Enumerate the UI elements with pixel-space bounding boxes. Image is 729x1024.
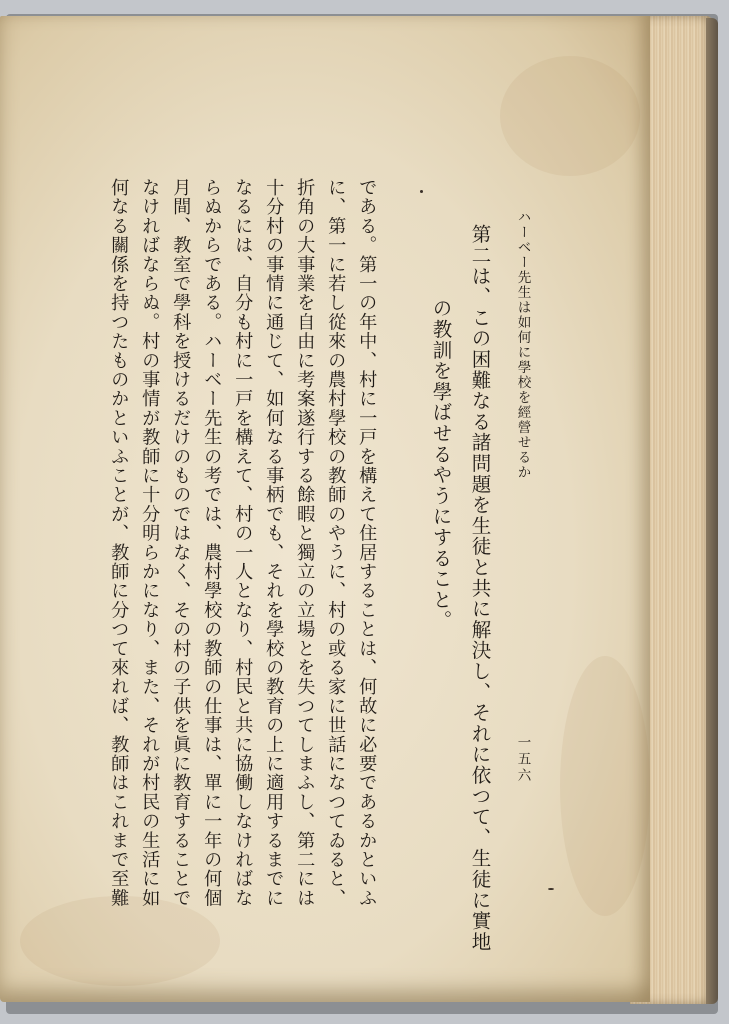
body-line: らぬからである。ハーベー先生の考では、農村學校の教師の仕事は、單に一年の何個 <box>201 178 223 908</box>
body-line: 何なる關係を持つたものかといふことが、教師に分つて來れば、教師はこれまで至難 <box>108 178 130 908</box>
page-number: 一五六 <box>514 735 531 785</box>
paper-stain <box>500 56 640 176</box>
body-line: 折角の大事業を自由に考案遂行する餘暇と獨立の立場とを失つてしまふし、第二には <box>294 178 316 908</box>
running-head: ハーベー先生は如何に學校を經營せるか <box>514 210 531 480</box>
heading-line-2: の教訓を學ばせるやうにすること。 <box>429 298 453 631</box>
body-line: 月間、教室で學科を授けるだけのものではなく、その村の子供を眞に教育することで <box>170 178 192 908</box>
body-line: 十分村の事情に通じて、如何なる事柄でも、それを學校の教育の上に適用するまでに <box>263 178 285 908</box>
body-line: なるには、自分も村に一戸を構えて、村の一人となり、村民と共に協働しなければな <box>232 178 254 908</box>
paper-stain <box>560 656 650 916</box>
ink-speck <box>548 888 554 890</box>
body-line: に、第一に若し從來の農村學校の教師のやうに、村の或る家に世話になつてゐると、 <box>325 178 347 908</box>
body-line: なければならぬ。村の事情が教師に十分明らかになり、また、それが村民の生活に如 <box>139 178 161 908</box>
heading-line-1: 第二は、この困難なる諸問題を生徒と共に解決し、それに依つて、生徒に實地 <box>468 224 492 952</box>
paper-stain <box>20 896 220 986</box>
body-line: である。第一の年中、村に一戸を構えて住居することは、何故に必要であるかといふ <box>356 178 378 908</box>
ink-speck <box>420 190 423 193</box>
book-cover-edge <box>706 18 718 1004</box>
